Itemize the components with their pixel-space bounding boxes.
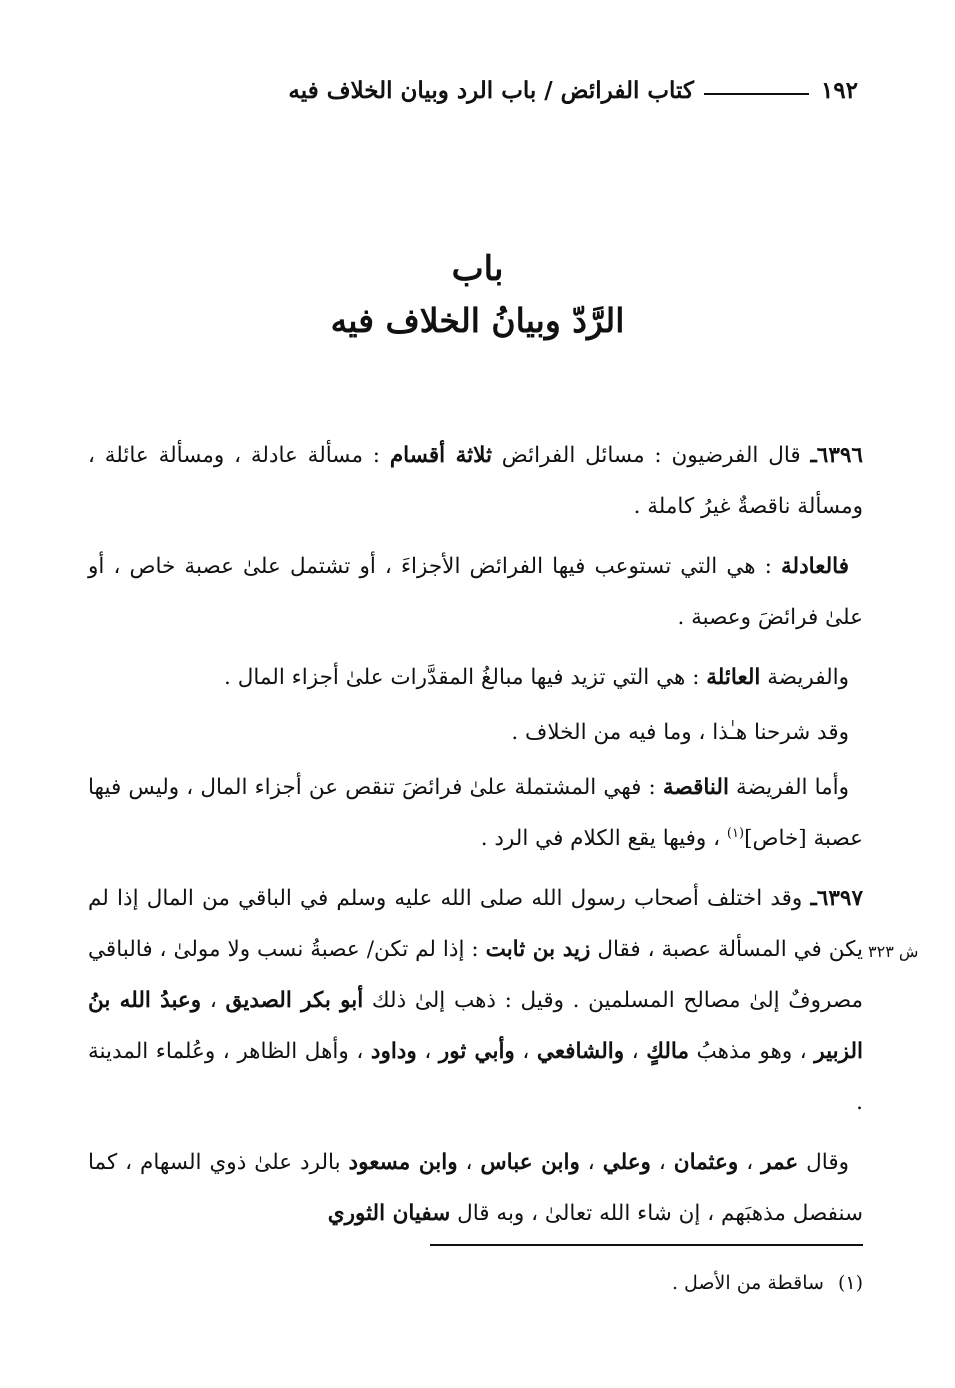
footnote-text: ساقطة من الأصل . (671, 1272, 824, 1294)
text-run: وقال (798, 1150, 850, 1175)
text-run: والفريضة (760, 665, 849, 690)
text-run: بالرد علىٰ ذوي السهام ، كما سنفصل مذهبَهم ، إن شاء الله تعالىٰ ، وبه قال (88, 1150, 863, 1226)
text-run: ، وأهل الظاهر ، وعُلماء المدينة . (88, 1039, 863, 1115)
text-run: : هي التي تستوعب فيها الفرائض الأجزاءَ ، أو تشتمل علىٰ عصبة خاص ، أو علىٰ فرائضَ وعصبة . (88, 554, 863, 630)
bold-run: فالعادلة (781, 554, 849, 579)
text-run: ، (416, 1039, 439, 1064)
running-header (88, 70, 858, 110)
footnote-marker[interactable]: (١) (726, 825, 745, 841)
bold-run: وعلي (602, 1150, 651, 1175)
bold-run: ثلاثة أقسام (389, 443, 492, 468)
paragraph-radd (88, 1137, 863, 1239)
bold-run: وأبي ثور (438, 1039, 515, 1064)
paragraph-naqisa (88, 762, 863, 864)
text-run: : مسألة عادلة ، ومسألة عائلة ، ومسألة ناقصةٌ غيرُ كاملة . (88, 443, 863, 519)
chapter-heading-line1: باب (451, 249, 504, 289)
bold-run: وعثمان (673, 1150, 739, 1175)
text-run: ، (514, 1039, 537, 1064)
bold-run: عمر (761, 1150, 799, 1175)
text-run: وقد شرحنا هـٰذا ، وما فيه من الخلاف . (511, 720, 849, 745)
bold-run: وداود (370, 1039, 417, 1064)
paragraph-aila (88, 652, 863, 703)
footnote-number: (١) (837, 1272, 863, 1294)
running-title: كتاب الفرائض / باب الرد وبيان الخلاف فيه (288, 76, 694, 104)
chapter-heading (0, 245, 955, 349)
paragraph-sharhna (88, 707, 863, 758)
text-run: وأما الفريضة (728, 775, 850, 800)
main-text (88, 430, 863, 1248)
paragraph-6396 (88, 430, 863, 532)
footnote (88, 1268, 863, 1298)
text-run: ، (738, 1150, 762, 1175)
text-run: ، (650, 1150, 674, 1175)
text-run: وقد اختلف أصحاب رسول الله صلى الله عليه وسلم في الباقي من المال إذا لم يكن في المسألة عصبة ، فقال (88, 886, 863, 962)
manuscript-folio-note: ش ٣٢٣ (868, 942, 919, 961)
text-run: ، (579, 1150, 603, 1175)
bold-run: وابن مسعود (348, 1150, 458, 1175)
paragraph-6397 (88, 873, 863, 1128)
text-run: ، (201, 988, 226, 1013)
entry-number: ٦٣٩٧ـ (810, 886, 863, 911)
text-run: ، (457, 1150, 481, 1175)
text-run: ، (624, 1039, 647, 1064)
text-run: : فهي المشتملة علىٰ فرائضَ تنقص عن أجزاء المال ، وليس فيها عصبة [خاص] (88, 775, 863, 851)
header-rule (704, 93, 809, 95)
bold-run: زيد بن ثابت (485, 937, 591, 962)
bold-run: الناقصة (662, 775, 729, 800)
text-run: ، وهو مذهبُ (688, 1039, 815, 1064)
footnote-rule (430, 1244, 863, 1246)
paragraph-adila (88, 541, 863, 643)
page-number: ١٩٢ (820, 76, 858, 104)
bold-run: مالكٍ (646, 1039, 689, 1064)
bold-run: أبو بكر الصديق (225, 988, 364, 1013)
entry-number: ٦٣٩٦ـ (810, 443, 863, 468)
text-run: ، وفيها يقع الكلام في الرد . (480, 826, 727, 851)
bold-run: سفيان الثوري (327, 1201, 451, 1226)
text-run: : إذا لم تكن/ عصبةُ نسب ولا مولىٰ ، فالباقي مصروفٌ إلىٰ مصالح المسلمين . وقيل : ذهب إلىٰ ذلك (88, 937, 863, 1013)
bold-run: وعبدُ الله بنُ الزبير (88, 988, 864, 1064)
bold-run: والشافعي (536, 1039, 625, 1064)
bold-run: وابن عباس (480, 1150, 580, 1175)
text-run: قال الفرضيون : مسائل الفرائض (491, 443, 811, 468)
text-run: : هي التي تزيد فيها مبالغُ المقدَّرات علىٰ أجزاء المال . (224, 665, 707, 690)
bold-run: العائلة (706, 665, 761, 690)
chapter-heading-line2: الرَّدّ وبيانُ الخلاف فيه (330, 301, 625, 340)
